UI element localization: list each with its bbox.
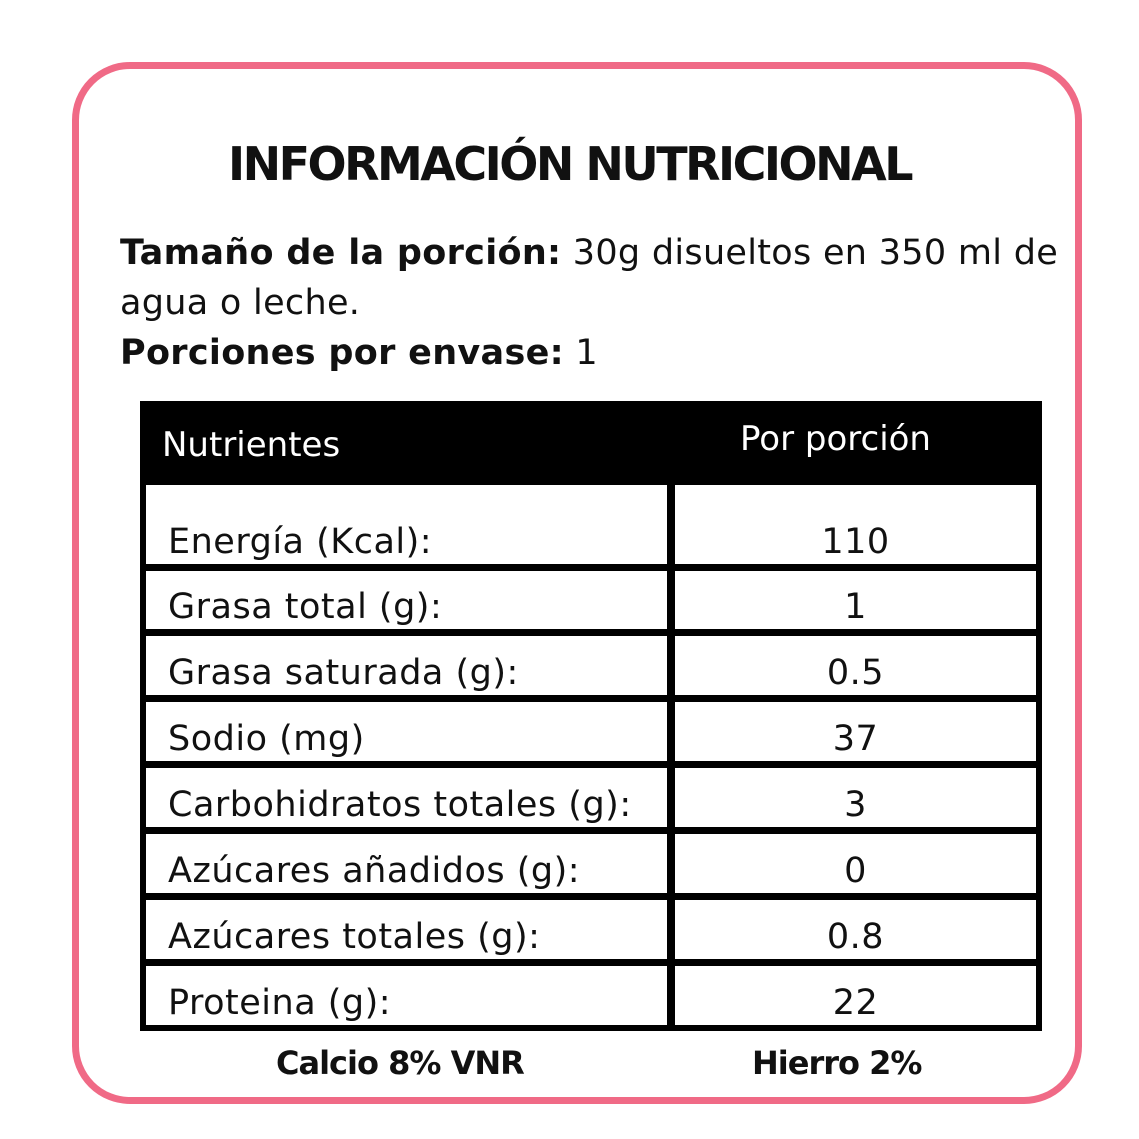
header-per-serving: Por porción xyxy=(740,419,931,459)
portions-value: 1 xyxy=(563,333,598,373)
nutrient-label: Grasa total (g): xyxy=(146,571,667,629)
nutrient-value: 0 xyxy=(675,834,1036,893)
nutrient-value: 1 xyxy=(675,571,1036,629)
serving-info xyxy=(120,228,1070,378)
calcium-note: Calcio 8% VNR xyxy=(276,1044,524,1082)
table-row xyxy=(146,702,1036,761)
header-nutrients: Nutrientes xyxy=(162,425,341,465)
serving-size-value: 30g disueltos en 350 ml de xyxy=(561,233,1059,273)
table-row xyxy=(146,834,1036,893)
nutrient-label: Azúcares añadidos (g): xyxy=(146,834,667,893)
table-row xyxy=(146,900,1036,959)
serving-size-value-continued: agua o leche. xyxy=(120,283,361,323)
portions-label: Porciones por envase: xyxy=(120,333,564,373)
table-header xyxy=(140,401,1042,481)
nutrient-label: Azúcares totales (g): xyxy=(146,900,667,959)
nutrient-value: 3 xyxy=(675,768,1036,827)
nutrient-value: 37 xyxy=(675,702,1036,761)
nutrient-label: Energía (Kcal): xyxy=(146,485,667,564)
nutrient-label: Sodio (mg) xyxy=(146,702,667,761)
nutrient-label: Carbohidratos totales (g): xyxy=(146,768,667,827)
nutrient-value: 22 xyxy=(675,966,1036,1025)
serving-size-label: Tamaño de la porción: xyxy=(120,233,562,273)
nutrition-table xyxy=(140,401,1042,1031)
nutrient-value: 110 xyxy=(675,485,1036,564)
iron-note: Hierro 2% xyxy=(752,1044,922,1082)
nutrient-label: Proteina (g): xyxy=(146,966,667,1025)
serving-size-line xyxy=(120,228,1070,278)
table-row xyxy=(146,966,1036,1025)
portions-line xyxy=(120,328,1070,378)
table-row xyxy=(146,636,1036,695)
nutrient-value: 0.8 xyxy=(675,900,1036,959)
nutrient-value: 0.5 xyxy=(675,636,1036,695)
table-row xyxy=(146,485,1036,564)
page-title: INFORMACIÓN NUTRICIONAL xyxy=(227,137,912,191)
table-row xyxy=(146,768,1036,827)
table-row xyxy=(146,571,1036,629)
nutrient-label: Grasa saturada (g): xyxy=(146,636,667,695)
